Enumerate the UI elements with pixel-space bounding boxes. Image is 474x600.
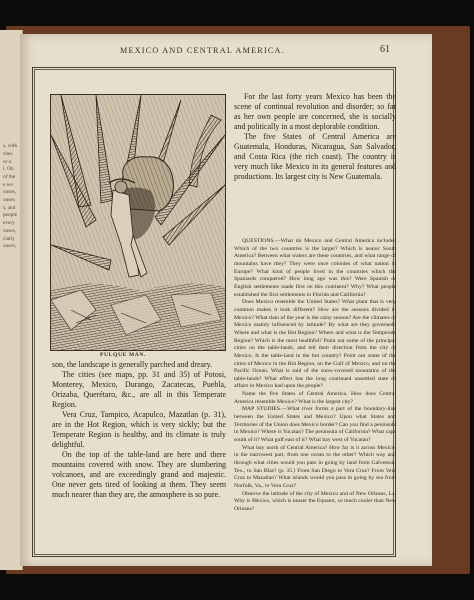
illustration-caption: PULQUE MAN. [100, 352, 147, 358]
previous-page-line: ouses, [3, 189, 17, 196]
question-paragraph: QUESTIONS.—What do Mexico and Central America include? Which of the two countries is the larger? Which is nearer South America? Between what waters are these countries, and what range of mountains have they? They were once colonies of what nation in Europe? What kind of people lived in the countries which the Spaniards conquered? How long ago was this? Were Spanish or English settlements made first on this continent? Why? What people established the first settlements in Florida and California? [234, 238, 396, 298]
previous-page-line: e we [3, 181, 13, 188]
previous-page-line: ches [3, 150, 13, 157]
question-paragraph: Observe the latitude of the city of Mexico and of New Orleans, La. Why is Mexico, which is nearer the Equator, so much cooler than New Orleans? [234, 490, 396, 512]
previous-page-line: cially [3, 235, 15, 242]
left-column-text [52, 360, 226, 500]
paragraph: The cities (see maps, pp. 31 and 35) of Potosi, Monterey, Mexico, Durango, Zacatecas, Puebla, Orizaba, Querétaro, &c., are all in this Temperate Region. [52, 370, 226, 409]
previous-page-line: or a [3, 158, 12, 165]
question-paragraph: Name the five States of Central America. How does Central America resemble Mexico? What is the largest city? [234, 391, 396, 405]
paragraph: son, the landscape is generally parched and dreary. [52, 360, 213, 369]
paragraph: On the top of the table-land are here and there mountains covered with snow. They are slumbering volcanoes, and are exceedingly grand and majestic. One never gets tired of looking at them. They seem much nearer than they are, the atmosphere is so pure. [52, 450, 226, 499]
paragraph: For the last forty years Mexico has been the scene of continual revolution and disorder; so far as her own people are concerned, she is socially and politically in a most deplorable condition. [234, 92, 396, 131]
previous-page-line: ouses, [3, 227, 17, 234]
pulque-man-engraving [50, 94, 226, 351]
question-paragraph: MAP STUDIES.—What river forms a part of the boundary-line between the United States and Mexico? Upon what States and Territories of the Union does Mexico border? Can you find a peninsula in Mexico? Where is Yucatan? The peninsula of California? What cape south of it? What gulf east of it? What bay west of Yucatan? [234, 406, 396, 444]
paragraph: Vera Cruz, Tampico, Acapulco, Mazatlan (p. 31), are in the Hot Region, which is very sickly; but the Temperate Region is healthy, and its climate is truly delightful. [52, 410, 226, 449]
right-column-text [234, 92, 396, 182]
previous-page-line: s, with [3, 143, 18, 150]
previous-page-line: l. On [3, 166, 14, 173]
question-paragraph: What bay north of Central America? How far is it across Mexico, in the narrowest part, from one ocean to the other? Which way and through what cities would you pass in going by land from Galveston, Tex., to San Blas? (p. 35.) From San Diego to Vera Cruz? From Vera Cruz to Mazatlan? What islands would you pass in going by sea from Norfolk, Va., to Vera Cruz? [234, 444, 396, 489]
book-page [20, 34, 432, 566]
previous-page-line: people [3, 212, 18, 219]
paragraph: The five States of Central America are Guatemala, Honduras, Nicaragua, San Salvador, and Costa Rica (the rich coast). The country is very much like Mexico in its general features and productions. Its largest city is New Guatemala. [234, 132, 396, 181]
question-paragraph: Does Mexico resemble the United States? What plant that is very common makes it look different? How are the seasons divided in Mexico? What than of the year is the rainy season? Are the climates of Mexico mainly influenced by latitude? By what are they governed? Where and what is the Hot Region? Where and what is the Temperate Region? Which is the most healthful? Point out some of the principal cities on the table-lands, and tell their direction from the city of Mexico. Is the table-land in the hot country? Point out some of the cities of Mexico in the Hot Region, on the Gulf of Mexico, and on the Pacific Ocean. What is said of the snow-covered mountains of the table-lands? What effect has the long continued unsettled state of affairs in Mexico had upon the people? [234, 299, 396, 390]
previous-page-line: every [3, 220, 15, 227]
page-number: 61 [380, 44, 390, 55]
agave-engraving-image [51, 95, 225, 350]
previous-page-line: ouses, [3, 243, 17, 250]
questions-section [234, 238, 396, 514]
previous-page-text-fragment [0, 30, 22, 251]
previous-page-line: of the [3, 173, 16, 180]
previous-page-line: s, and [3, 204, 16, 211]
previous-page-line: ouses [3, 197, 15, 204]
running-title: MEXICO AND CENTRAL AMERICA. [120, 46, 285, 55]
